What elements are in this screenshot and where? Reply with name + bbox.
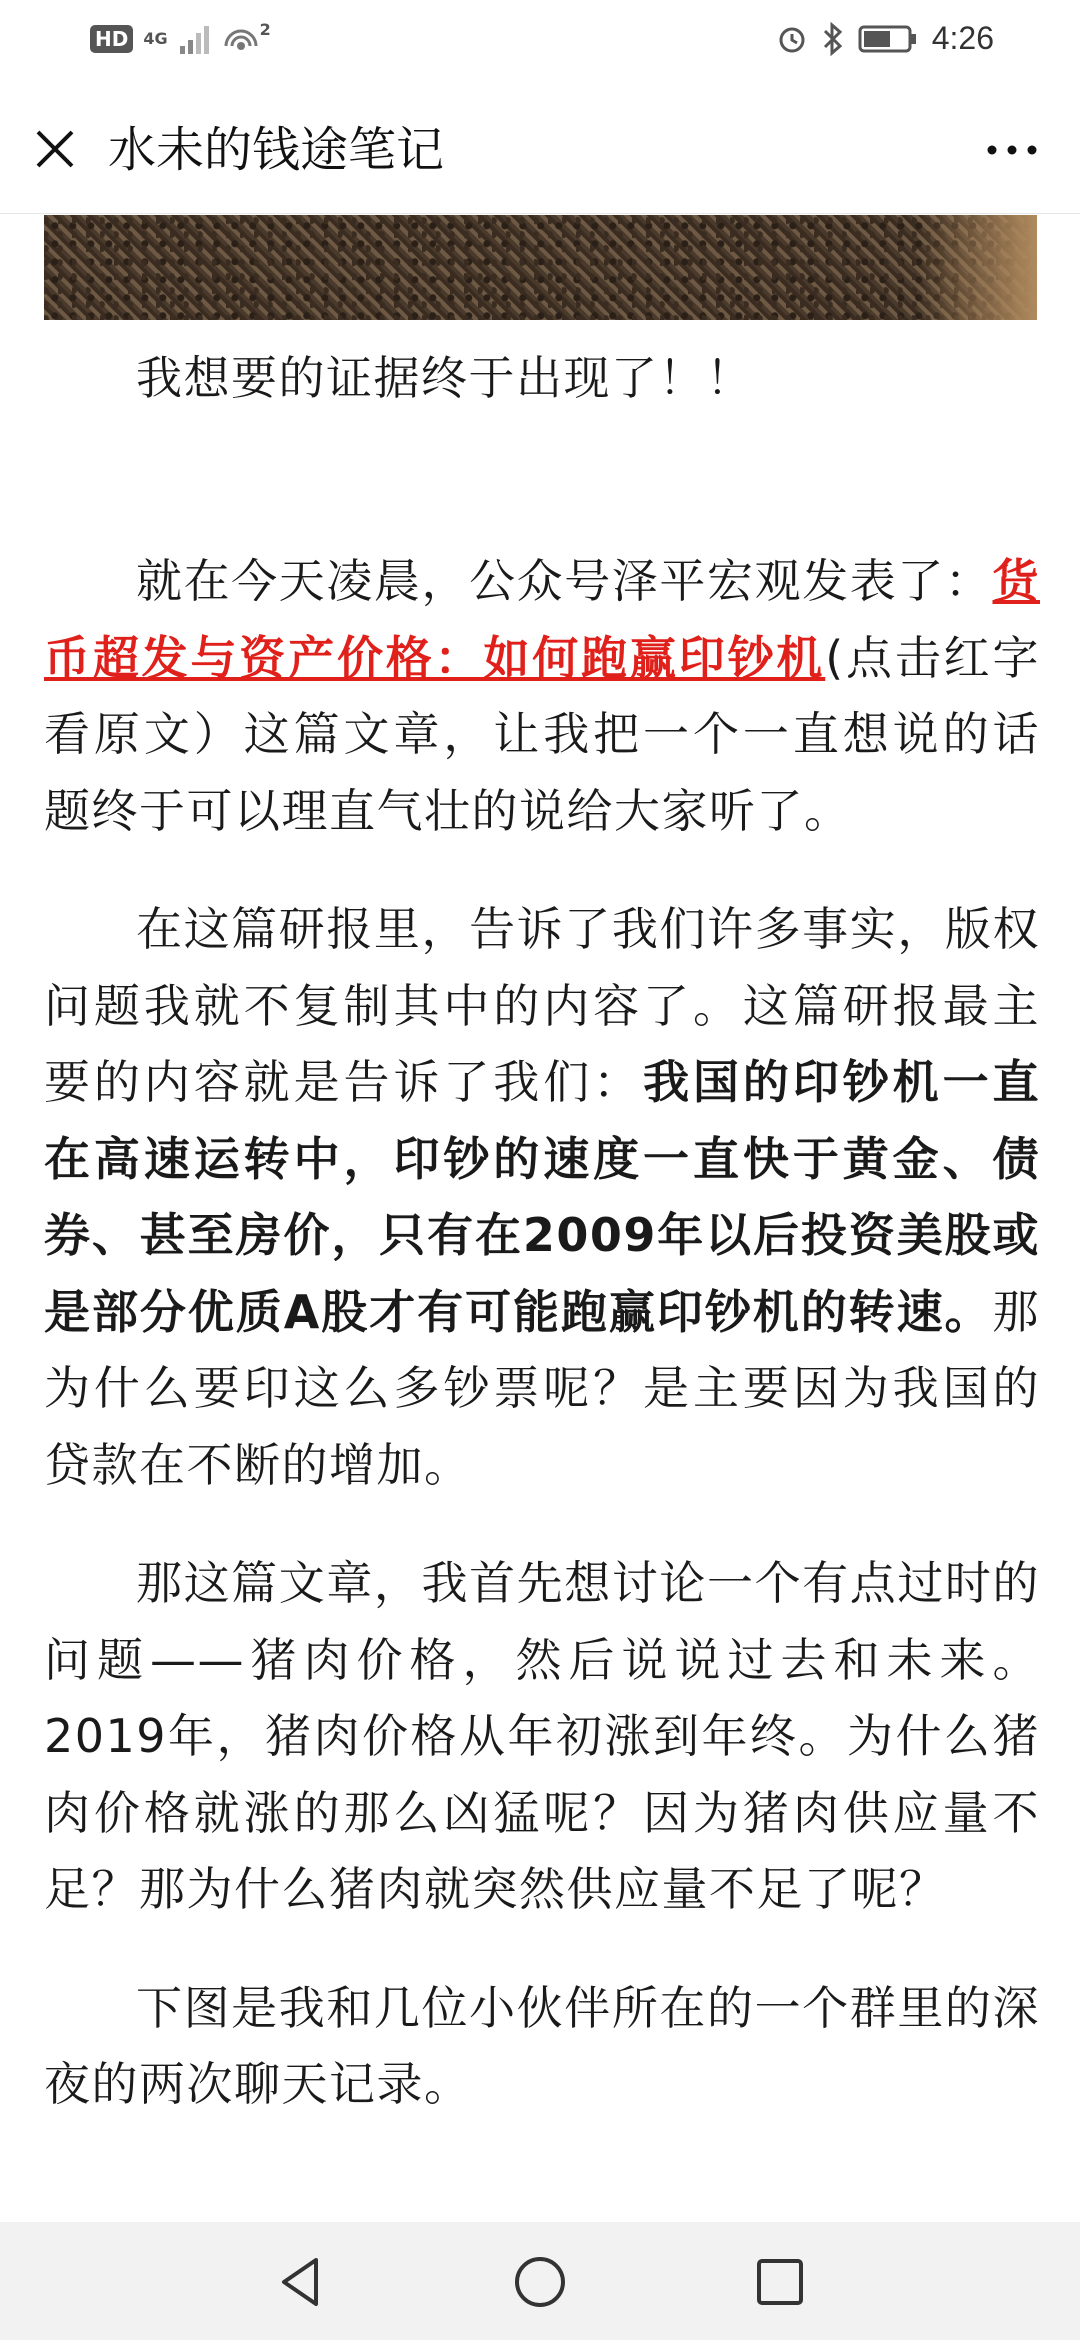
page-title: 水未的钱途笔记	[108, 122, 445, 178]
bluetooth-icon	[822, 22, 844, 56]
network-type: 4G	[143, 29, 168, 48]
paragraph-4: 那这篇文章，我首先想讨论一个有点过时的问题——猪肉价格，然后说说过去和未来。2019年，猪肉价格从年初涨到年终。为什么猪肉价格就涨的那么凶猛呢？因为猪肉供应量不足？那为什么猪肉就突然供应量不足了呢？	[44, 1556, 1040, 1916]
hotspot-icon	[222, 22, 260, 56]
status-right	[776, 20, 994, 57]
paragraph-gap	[44, 1928, 1040, 1970]
article-body	[44, 340, 1040, 2123]
paragraph-gap	[44, 417, 1040, 543]
clock: 4:26	[931, 20, 994, 56]
more-button[interactable]	[982, 132, 1042, 168]
paragraph-3	[44, 891, 1040, 1503]
home-icon	[510, 2252, 570, 2312]
recents-icon	[750, 2252, 810, 2312]
close-button[interactable]	[30, 124, 80, 174]
signal-icon	[178, 22, 212, 56]
back-button[interactable]	[270, 2252, 330, 2312]
article-link[interactable]: 货币超发与资产价格：如何跑赢印钞机	[44, 554, 1040, 685]
home-button[interactable]	[510, 2252, 570, 2312]
status-left	[90, 22, 271, 56]
more-icon	[982, 132, 1042, 168]
status-bar	[0, 0, 1080, 84]
navigation-bar	[0, 2222, 1080, 2340]
battery-icon	[858, 24, 918, 54]
hotspot-count: 2	[259, 20, 271, 39]
paragraph-gap	[44, 849, 1040, 891]
alarm-icon	[776, 23, 808, 55]
back-icon	[270, 2252, 330, 2312]
paragraph-3-highlight: 我国的印钞机一直在高速运转中，印钞的速度一直快于黄金、债券、甚至房价，只有在2009年以后投资美股或是部分优质A股才有可能跑赢印钞机的转速。	[44, 1055, 1041, 1339]
paragraph-2	[44, 543, 1040, 849]
close-icon	[30, 124, 80, 174]
paragraph-2-intro: 就在今天凌晨，公众号泽平宏观发表了：	[136, 554, 993, 608]
recents-button[interactable]	[750, 2252, 810, 2312]
paragraph-5: 下图是我和几位小伙伴所在的一个群里的深夜的两次聊天记录。	[44, 1980, 1040, 2111]
title-bar	[0, 84, 1080, 214]
paragraph-3-intro: 在这篇研报里，告诉了我们许多事实，版权问题我就不复制其中的内容了。这篇研报最主要的内容就是告诉了我们：	[44, 902, 1040, 1109]
article-image	[44, 215, 1037, 320]
paragraph-1: 我想要的证据终于出现了！！	[136, 351, 754, 405]
hd-badge: HD	[90, 25, 133, 53]
paragraph-3-rest: 那为什么要印这么多钞票呢？是主要因为我国的贷款在不断的增加。	[44, 1284, 1040, 1492]
paragraph-gap	[44, 1503, 1040, 1545]
paragraph-2-rest: (点击红字看原文）这篇文章，让我把一个一直想说的话题终于可以理直气壮的说给大家听了。	[44, 630, 1041, 838]
